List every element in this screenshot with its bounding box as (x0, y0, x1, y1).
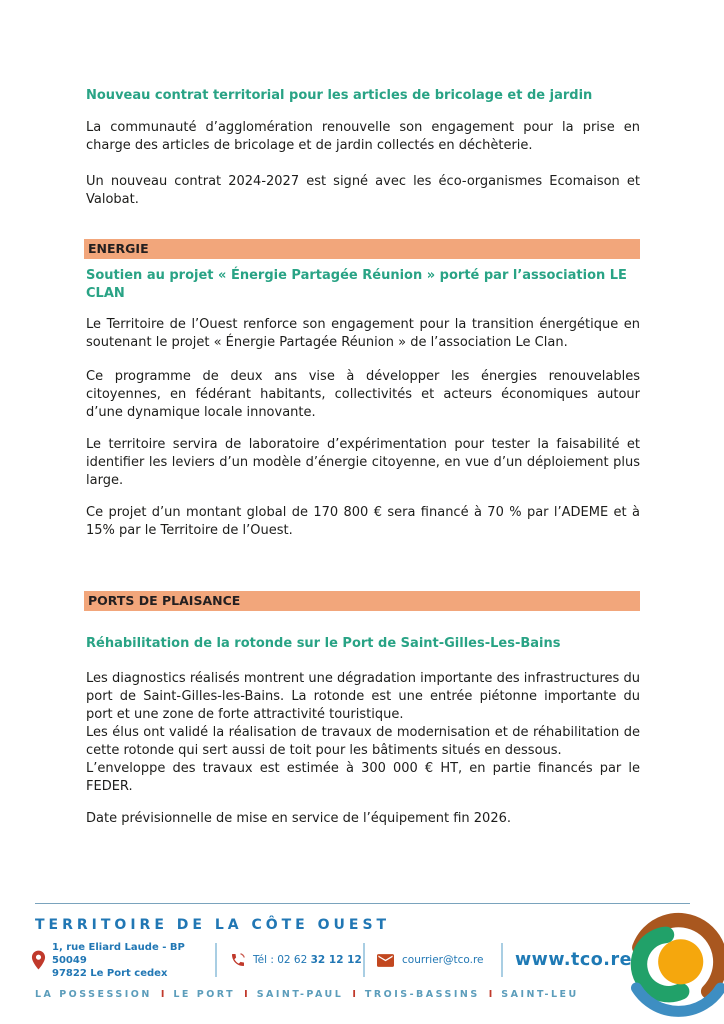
city-separator: I (244, 989, 248, 1000)
email-address[interactable]: courrier@tco.re (402, 954, 484, 966)
footer (35, 903, 690, 1000)
heading-energie: Soutien au projet « Énergie Partagée Réunion » porté par l’association LE CLAN (86, 268, 627, 301)
heading-ports: Réhabilitation de la rotonde sur le Port de Saint-Gilles-Les-Bains (86, 636, 561, 651)
address-line-1: 1, rue Eliard Laude - BP 50049 (52, 941, 185, 966)
phone-icon (230, 952, 246, 968)
city-separator: I (352, 989, 356, 1000)
city-separator: I (488, 989, 493, 1000)
tco-logo (618, 898, 724, 1024)
city-saint-leu: SAINT-LEU (501, 989, 579, 1000)
paragraph-energie-2: Ce programme de deux ans vise à développer les énergies renouvelables citoyennes, en fédérant habitants, collectivités et acteurs économiques autour d’une dynamique locale innovante. (86, 369, 640, 420)
address-line-2: 97822 Le Port cedex (52, 967, 168, 979)
email-block (365, 954, 501, 967)
city-trois-bassins: TROIS-BASSINS (364, 989, 480, 1000)
pin-icon (31, 950, 46, 970)
city-saint-paul: SAINT-PAUL (256, 989, 344, 1000)
paragraph-bricolage-2: Un nouveau contrat 2024-2027 est signé avec les éco-organismes Ecomaison et Valobat. (86, 174, 640, 207)
paragraph-energie-4: Ce projet d’un montant global de 170 800 € sera financé à 70 % par l’ADEME et à 15% par le Territoire de l’Ouest. (86, 505, 640, 538)
section-banner-energie: ENERGIE (84, 239, 640, 259)
contact-row (35, 942, 690, 978)
website-link[interactable]: www.tco.re (515, 950, 632, 970)
org-name: TERRITOIRE DE LA CÔTE OUEST (35, 917, 391, 933)
paragraph-ports-3: L’enveloppe des travaux est estimée à 300 000 € HT, en partie financés par le FEDER. (86, 761, 640, 794)
cities-list (35, 989, 690, 1000)
paragraph-bricolage-1: La communauté d’agglomération renouvelle son engagement pour la prise en charge des articles de bricolage et de jardin collectés en déchèterie. (86, 120, 640, 153)
address-block (35, 941, 215, 980)
phone-block (217, 952, 363, 968)
paragraph-ports-2: Les élus ont validé la réalisation de travaux de modernisation et de réhabilitation de cette rotonde qui sert aussi de toit pour les bâtiments situés en dessous. (86, 725, 640, 758)
section-banner-ports: PORTS DE PLAISANCE (84, 591, 640, 611)
envelope-icon (377, 954, 394, 967)
paragraph-ports-4: Date prévisionnelle de mise en service de l’équipement fin 2026. (86, 811, 512, 826)
city-la-possession: LA POSSESSION (35, 989, 152, 1000)
heading-bricolage: Nouveau contrat territorial pour les articles de bricolage et de jardin (86, 88, 593, 103)
city-le-port: LE PORT (173, 989, 236, 1000)
document-content (86, 87, 640, 828)
phone-number: Tél : 02 62 32 12 12 (253, 954, 362, 966)
paragraph-energie-1: Le Territoire de l’Ouest renforce son engagement pour la transition énergétique en soutenant le projet « Énergie Partagée Réunion » de l’association Le Clan. (86, 317, 640, 350)
paragraph-energie-3: Le territoire servira de laboratoire d’expérimentation pour tester la faisabilité et identifier les leviers d’un modèle d’énergie citoyenne, en vue d’un déploiement plus large. (86, 437, 640, 488)
paragraph-ports-1: Les diagnostics réalisés montrent une dégradation importante des infrastructures du port de Saint-Gilles-les-Bains. La rotonde est une entrée piétonne importante du port et une zone de forte attractivité touristique. (86, 671, 640, 722)
city-separator: I (160, 989, 165, 1000)
